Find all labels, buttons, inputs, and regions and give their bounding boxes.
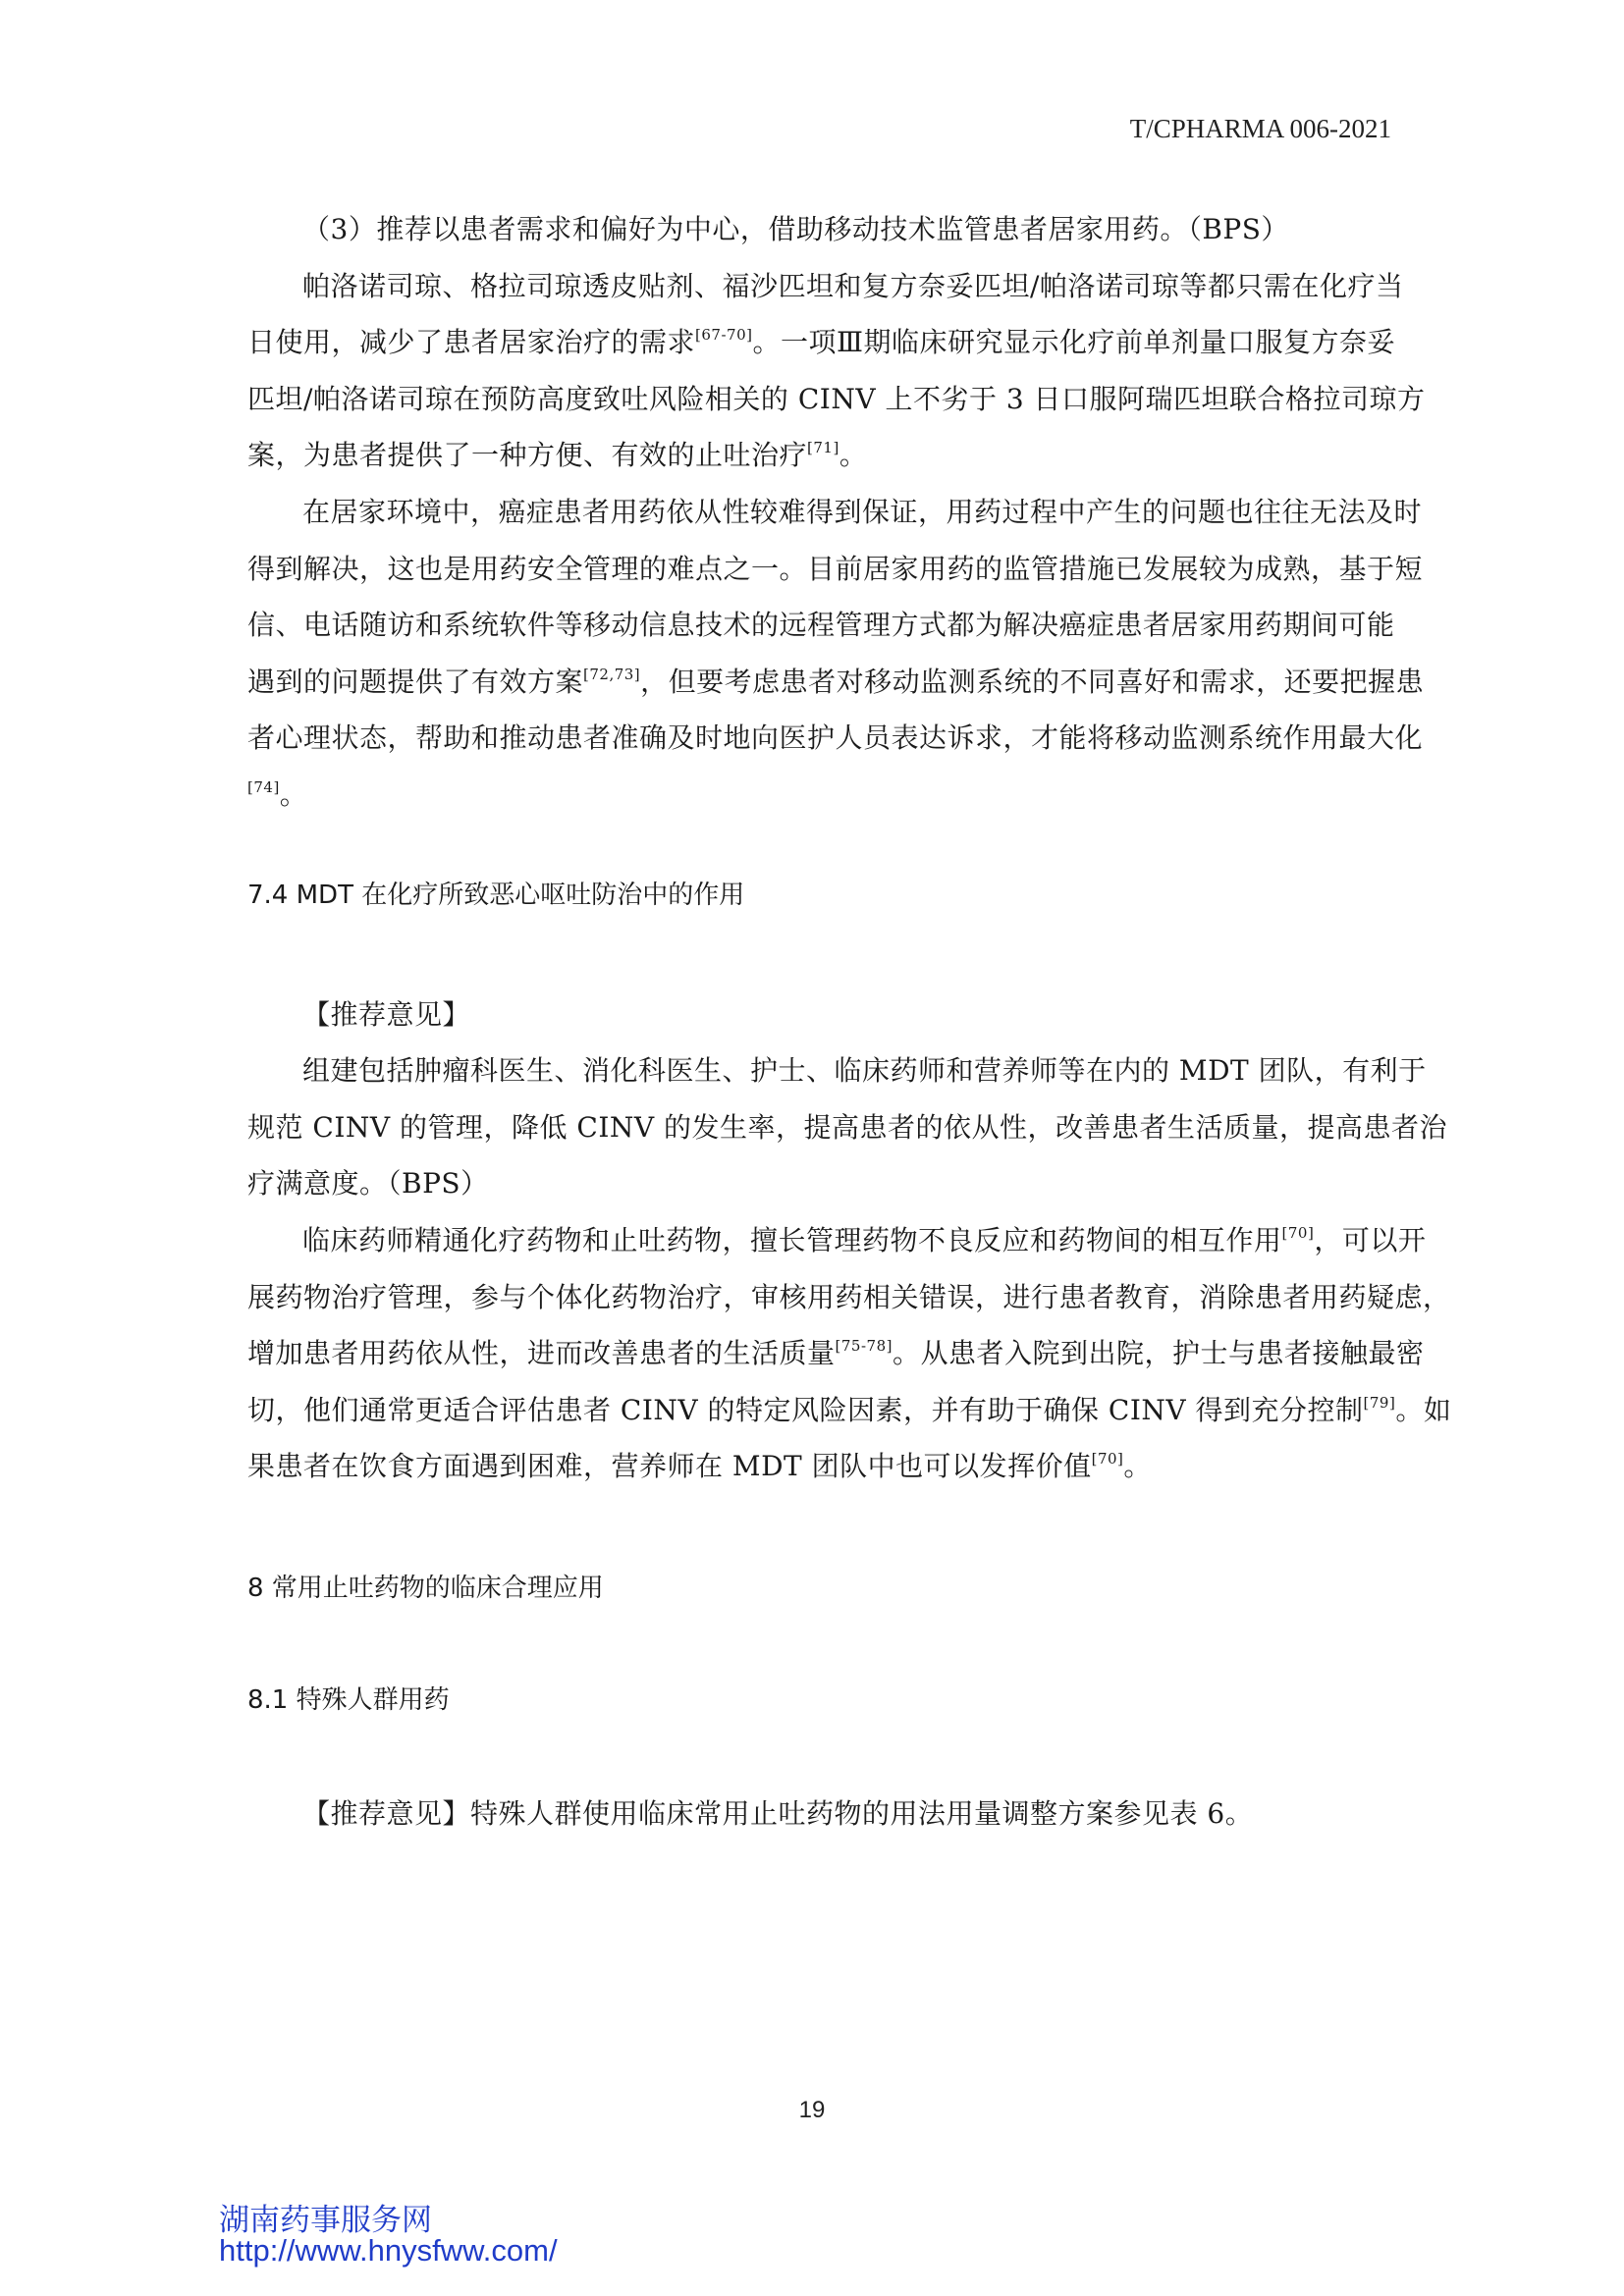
citation: [79] [1363, 1393, 1396, 1412]
paragraph-line: 日使用，减少了患者居家治疗的需求[67-70]。一项Ⅲ期临床研究显示化疗前单剂量口服复方奈妥 [247, 326, 1395, 359]
paragraph-line: 者心理状态，帮助和推动患者准确及时地向医护人员表达诉求，才能将移动监测系统作用最大化 [247, 721, 1424, 755]
citation: [72,73] [583, 665, 641, 683]
paragraph-line: 增加患者用药依从性，进而改善患者的生活质量[75-78]。从患者入院到出院，护士与患者接触最密 [247, 1337, 1425, 1370]
paragraph-line: 组建包括肿瘤科医生、消化科医生、护士、临床药师和营养师等在内的 MDT 团队，有利于 [302, 1054, 1427, 1088]
paragraph-line: 规范 CINV 的管理，降低 CINV 的发生率，提高患者的依从性，改善患者生活质量，提高患者治 [247, 1110, 1448, 1144]
paragraph-移动监测 [247, 484, 1425, 824]
citation: [70] [1281, 1223, 1315, 1242]
section-heading-8: 8 常用止吐药物的临床合理应用 [247, 1573, 604, 1603]
paragraph-line: 临床药师精通化疗药物和止吐药物，擅长管理药物不良反应和药物间的相互作用[70]，可以开 [302, 1223, 1427, 1256]
section-heading-8-1: 8.1 特殊人群用药 [247, 1684, 450, 1715]
paragraph-line: 得到解决，这也是用药安全管理的难点之一。目前居家用药的监管措施已发展较为成熟，基于短 [247, 552, 1424, 585]
item-3-title: （3）推荐以患者需求和偏好为中心，借助移动技术监管患者居家用药。（BPS） [302, 213, 1289, 245]
paragraph-line: 切，他们通常更适合评估患者 CINV 的特定风险因素，并有助于确保 CINV 得到充分控制[79]。如 [247, 1393, 1452, 1426]
citation: [75-78] [835, 1337, 893, 1356]
paragraph-line: 案，为患者提供了一种方便、有效的止吐治疗[71]。 [247, 439, 868, 472]
recommendation-text [247, 1042, 1448, 1212]
paragraph-line: [74]。 [247, 777, 308, 811]
paragraph-line: 展药物治疗管理，参与个体化药物治疗，审核用药相关错误，进行患者教育，消除患者用药疑虑， [247, 1280, 1451, 1313]
paragraph-line: 果患者在饮食方面遇到困难，营养师在 MDT 团队中也可以发挥价值[70]。 [247, 1450, 1152, 1483]
paragraph-line: 疗满意度。（BPS） [247, 1167, 489, 1201]
paragraph-MDT [247, 1212, 1452, 1495]
document-code: T/CPHARMA 006-2021 [1129, 114, 1391, 143]
citation: [70] [1091, 1450, 1124, 1468]
paragraph-line: 信、电话随访和系统软件等移动信息技术的远程管理方式都为解决癌症患者居家用药期间可能 [247, 609, 1395, 642]
paragraph-line: 在居家环境中，癌症患者用药依从性较难得到保证，用药过程中产生的问题也往往无法及时 [302, 495, 1423, 528]
citation: [71] [807, 439, 839, 457]
paragraph-line: 帕洛诺司琼、格拉司琼透皮贴剂、福沙匹坦和复方奈妥匹坦/帕洛诺司琼等都只需在化疗当 [302, 269, 1404, 302]
watermark-site-name: 湖南药事服务网 [219, 2203, 432, 2238]
watermark-url[interactable]: http://www.hnysfww.com/ [219, 2233, 558, 2268]
recommendation-label: 【推荐意见】 [302, 997, 471, 1031]
citation: [74] [247, 777, 280, 796]
recommendation-8-1: 【推荐意见】特殊人群使用临床常用止吐药物的用法用量调整方案参见表 6。 [302, 1796, 1254, 1830]
citation: [67-70] [695, 326, 753, 345]
paragraph-居家用药 [247, 258, 1426, 484]
page-number: 19 [798, 2097, 826, 2123]
paragraph-line: 遇到的问题提供了有效方案[72,73]，但要考虑患者对移动监测系统的不同喜好和需求，还要把握患 [247, 665, 1425, 698]
page-content [247, 201, 1452, 1842]
paragraph-line: 匹坦/帕洛诺司琼在预防高度致吐风险相关的 CINV 上不劣于 3 日口服阿瑞匹坦联合格拉司琼方 [247, 382, 1426, 415]
section-heading-7-4: 7.4 MDT 在化疗所致恶心呕吐防治中的作用 [247, 880, 745, 910]
